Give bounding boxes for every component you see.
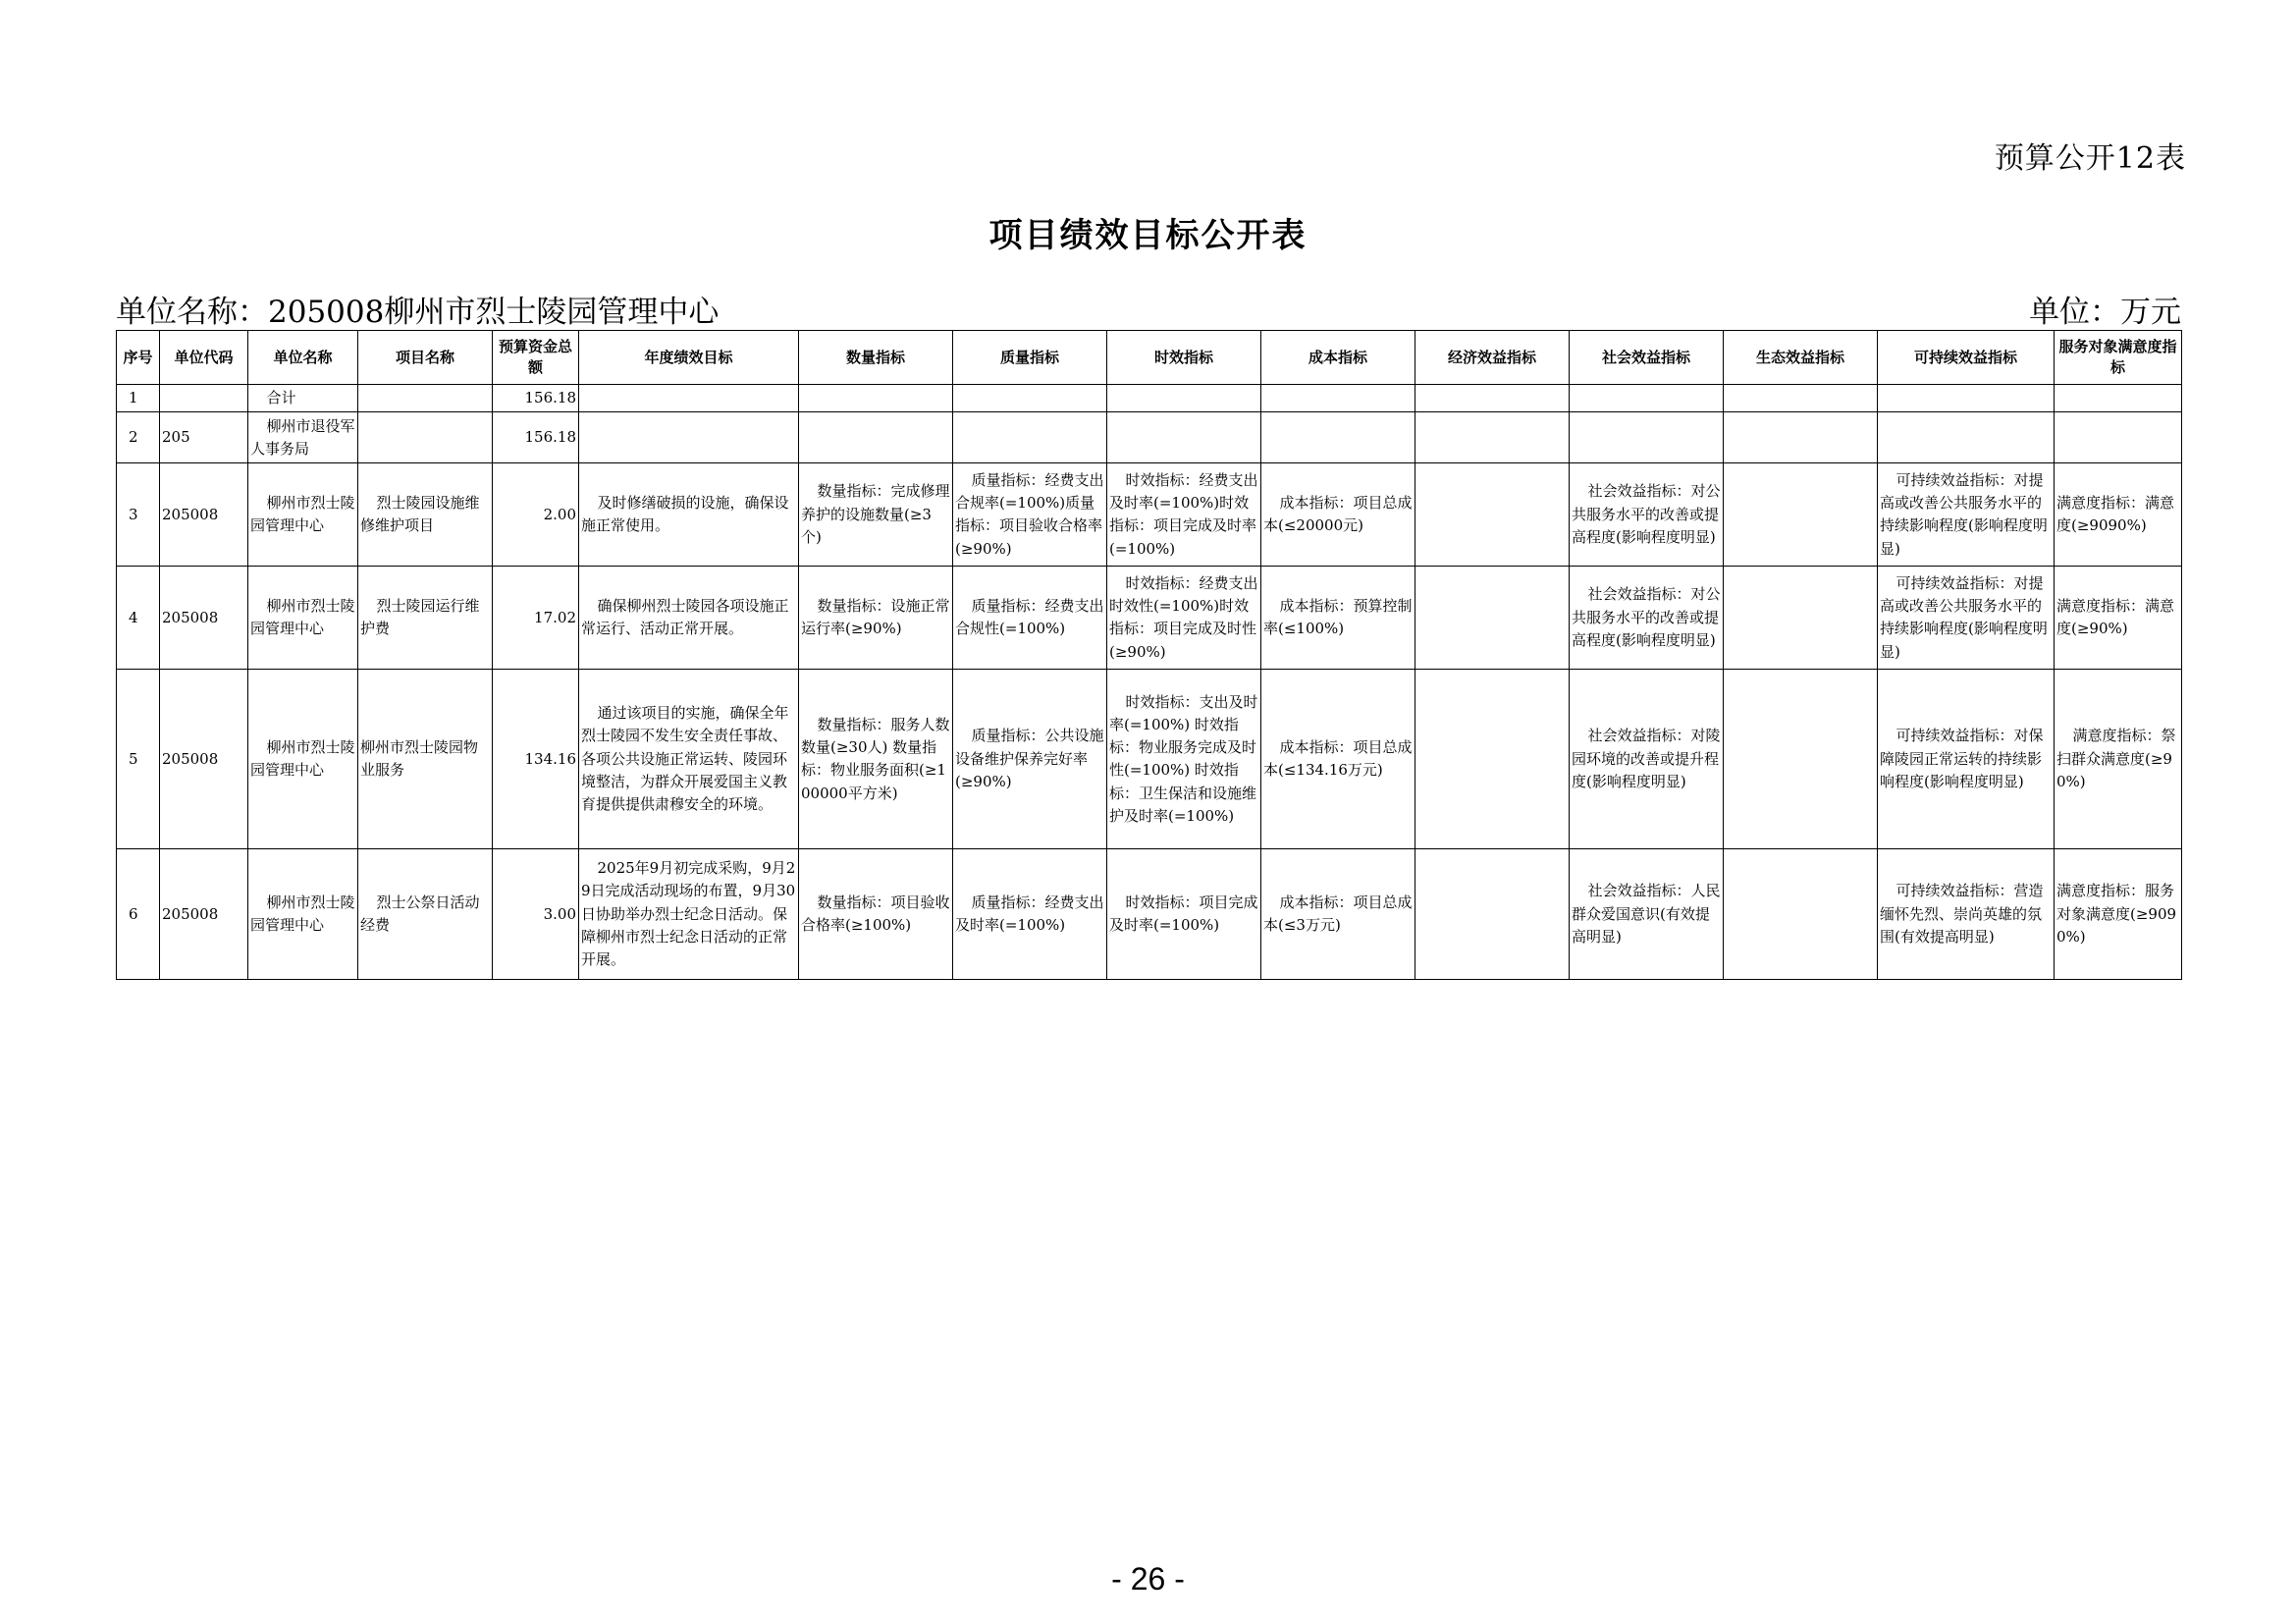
currency-unit-label: 单位：万元 (2029, 295, 2181, 330)
cell-ecological (1724, 849, 1878, 980)
cell-social (1570, 412, 1724, 463)
document-code: 预算公开12表 (1994, 141, 2186, 176)
cell-timeliness (1107, 385, 1261, 412)
cell-sustainable: 可持续效益指标：对保障陵园正常运转的持续影响程度(影响程度明显) (1878, 670, 2055, 849)
cell-annual-goal: 2025年9月初完成采购，9月29日完成活动现场的布置，9月30日协助举办烈士纪念日活动。保障柳州市烈士纪念日活动的正常开展。 (579, 849, 799, 980)
cell-sustainable (1878, 385, 2055, 412)
cell-ecological (1724, 463, 1878, 567)
cell-quantity: 数量指标：服务人数数量(≥30人) 数量指标：物业服务面积(≥100000平方米) (799, 670, 953, 849)
cell-annual-goal: 确保柳州烈士陵园各项设施正常运行、活动正常开展。 (579, 567, 799, 670)
cell-cost: 成本指标：项目总成本(≤3万元) (1261, 849, 1415, 980)
cell-economic (1415, 849, 1570, 980)
table-row (117, 849, 2182, 980)
cell-unit-code (160, 385, 248, 412)
cell-seq: 4 (117, 567, 160, 670)
cell-social: 社会效益指标：人民群众爱国意识(有效提高明显) (1570, 849, 1724, 980)
header-seq: 序号 (117, 331, 160, 385)
header-budget-total: 预算资金总额 (493, 331, 579, 385)
cell-project-name: 烈士陵园设施维修维护项目 (358, 463, 493, 567)
cell-unit-name: 柳州市烈士陵园管理中心 (248, 463, 358, 567)
cell-unit-name: 柳州市烈士陵园管理中心 (248, 849, 358, 980)
cell-annual-goal: 及时修缮破损的设施，确保设施正常使用。 (579, 463, 799, 567)
cell-quality: 质量指标：公共设施设备维护保养完好率(≥90%) (953, 670, 1107, 849)
cell-ecological (1724, 567, 1878, 670)
cell-cost: 成本指标：项目总成本(≤20000元) (1261, 463, 1415, 567)
table-row (117, 385, 2182, 412)
cell-unit-name: 柳州市退役军人事务局 (248, 412, 358, 463)
cell-sustainable: 可持续效益指标：营造缅怀先烈、崇尚英雄的氛围(有效提高明显) (1878, 849, 2055, 980)
cell-seq: 6 (117, 849, 160, 980)
cell-annual-goal: 通过该项目的实施，确保全年烈士陵园不发生安全责任事故、各项公共设施正常运转、陵园环境整洁，为群众开展爱国主义教育提供提供肃穆安全的环境。 (579, 670, 799, 849)
table-row (117, 670, 2182, 849)
header-unit-name: 单位名称 (248, 331, 358, 385)
cell-unit-name: 柳州市烈士陵园管理中心 (248, 567, 358, 670)
cell-timeliness: 时效指标：支出及时率(=100%) 时效指标：物业服务完成及时性(=100%) 时效指标：卫生保洁和设施维护及时率(=100%) (1107, 670, 1261, 849)
cell-unit-name: 合计 (248, 385, 358, 412)
cell-seq: 1 (117, 385, 160, 412)
cell-unit-code: 205008 (160, 567, 248, 670)
header-satisfaction: 服务对象满意度指标 (2055, 331, 2182, 385)
cell-quality (953, 412, 1107, 463)
cell-ecological (1724, 412, 1878, 463)
cell-project-name: 烈士陵园运行维护费 (358, 567, 493, 670)
cell-seq: 2 (117, 412, 160, 463)
cell-social (1570, 385, 1724, 412)
header-ecological: 生态效益指标 (1724, 331, 1878, 385)
cell-unit-code: 205008 (160, 849, 248, 980)
cell-social: 社会效益指标：对公共服务水平的改善或提高程度(影响程度明显) (1570, 567, 1724, 670)
table-row (117, 463, 2182, 567)
performance-target-table (116, 330, 2182, 980)
cell-cost: 成本指标：预算控制率(≤100%) (1261, 567, 1415, 670)
cell-quality (953, 385, 1107, 412)
header-social: 社会效益指标 (1570, 331, 1724, 385)
header-cost: 成本指标 (1261, 331, 1415, 385)
cell-satisfaction: 满意度指标：满意度(≥9090%) (2055, 463, 2182, 567)
cell-cost (1261, 412, 1415, 463)
cell-satisfaction: 满意度指标：祭扫群众满意度(≥90%) (2055, 670, 2182, 849)
cell-ecological (1724, 385, 1878, 412)
cell-satisfaction (2055, 385, 2182, 412)
cell-budget-total: 134.16 (493, 670, 579, 849)
cell-quality: 质量指标：经费支出合规率(=100%)质量指标：项目验收合格率(≥90%) (953, 463, 1107, 567)
page-title: 项目绩效目标公开表 (988, 216, 1308, 255)
cell-satisfaction: 满意度指标：满意度(≥90%) (2055, 567, 2182, 670)
cell-quantity: 数量指标：完成修理养护的设施数量(≥3个) (799, 463, 953, 567)
cell-project-name: 柳州市烈士陵园物业服务 (358, 670, 493, 849)
cell-unit-code: 205008 (160, 670, 248, 849)
header-sustainable: 可持续效益指标 (1878, 331, 2055, 385)
cell-unit-code: 205 (160, 412, 248, 463)
cell-project-name (358, 385, 493, 412)
cell-satisfaction (2055, 412, 2182, 463)
table-row (117, 567, 2182, 670)
cell-seq: 3 (117, 463, 160, 567)
table-row (117, 412, 2182, 463)
cell-budget-total: 2.00 (493, 463, 579, 567)
header-annual-goal: 年度绩效目标 (579, 331, 799, 385)
cell-unit-name: 柳州市烈士陵园管理中心 (248, 670, 358, 849)
cell-economic (1415, 412, 1570, 463)
cell-budget-total: 156.18 (493, 385, 579, 412)
cell-economic (1415, 385, 1570, 412)
cell-economic (1415, 670, 1570, 849)
cell-annual-goal (579, 385, 799, 412)
cell-project-name (358, 412, 493, 463)
cell-sustainable (1878, 412, 2055, 463)
cell-economic (1415, 567, 1570, 670)
cell-seq: 5 (117, 670, 160, 849)
header-quality: 质量指标 (953, 331, 1107, 385)
header-project-name: 项目名称 (358, 331, 493, 385)
cell-cost (1261, 385, 1415, 412)
cell-timeliness: 时效指标：经费支出及时率(=100%)时效指标：项目完成及时率(=100%) (1107, 463, 1261, 567)
cell-cost: 成本指标：项目总成本(≤134.16万元) (1261, 670, 1415, 849)
cell-unit-code: 205008 (160, 463, 248, 567)
cell-budget-total: 3.00 (493, 849, 579, 980)
table-header-row (117, 331, 2182, 385)
cell-quantity: 数量指标：设施正常运行率(≥90%) (799, 567, 953, 670)
header-economic: 经济效益指标 (1415, 331, 1570, 385)
cell-quality: 质量指标：经费支出合规性(=100%) (953, 567, 1107, 670)
cell-economic (1415, 463, 1570, 567)
cell-budget-total: 156.18 (493, 412, 579, 463)
cell-timeliness: 时效指标：经费支出时效性(=100%)时效指标：项目完成及时性(≥90%) (1107, 567, 1261, 670)
page-number: - 26 - (1111, 1561, 1185, 1597)
cell-budget-total: 17.02 (493, 567, 579, 670)
cell-quantity (799, 385, 953, 412)
cell-timeliness: 时效指标：项目完成及时率(=100%) (1107, 849, 1261, 980)
header-unit-code: 单位代码 (160, 331, 248, 385)
cell-quantity: 数量指标：项目验收合格率(≥100%) (799, 849, 953, 980)
cell-ecological (1724, 670, 1878, 849)
cell-social: 社会效益指标：对陵园环境的改善或提升程度(影响程度明显) (1570, 670, 1724, 849)
cell-annual-goal (579, 412, 799, 463)
cell-project-name: 烈士公祭日活动经费 (358, 849, 493, 980)
cell-quantity (799, 412, 953, 463)
cell-timeliness (1107, 412, 1261, 463)
cell-quality: 质量指标：经费支出及时率(=100%) (953, 849, 1107, 980)
unit-info-line (116, 287, 2181, 328)
header-quantity: 数量指标 (799, 331, 953, 385)
cell-sustainable: 可持续效益指标：对提高或改善公共服务水平的持续影响程度(影响程度明显) (1878, 463, 2055, 567)
cell-sustainable: 可持续效益指标：对提高或改善公共服务水平的持续影响程度(影响程度明显) (1878, 567, 2055, 670)
cell-satisfaction: 满意度指标：服务对象满意度(≥9090%) (2055, 849, 2182, 980)
header-timeliness: 时效指标 (1107, 331, 1261, 385)
unit-name-label: 单位名称：205008柳州市烈士陵园管理中心 (116, 295, 720, 330)
cell-social: 社会效益指标：对公共服务水平的改善或提高程度(影响程度明显) (1570, 463, 1724, 567)
